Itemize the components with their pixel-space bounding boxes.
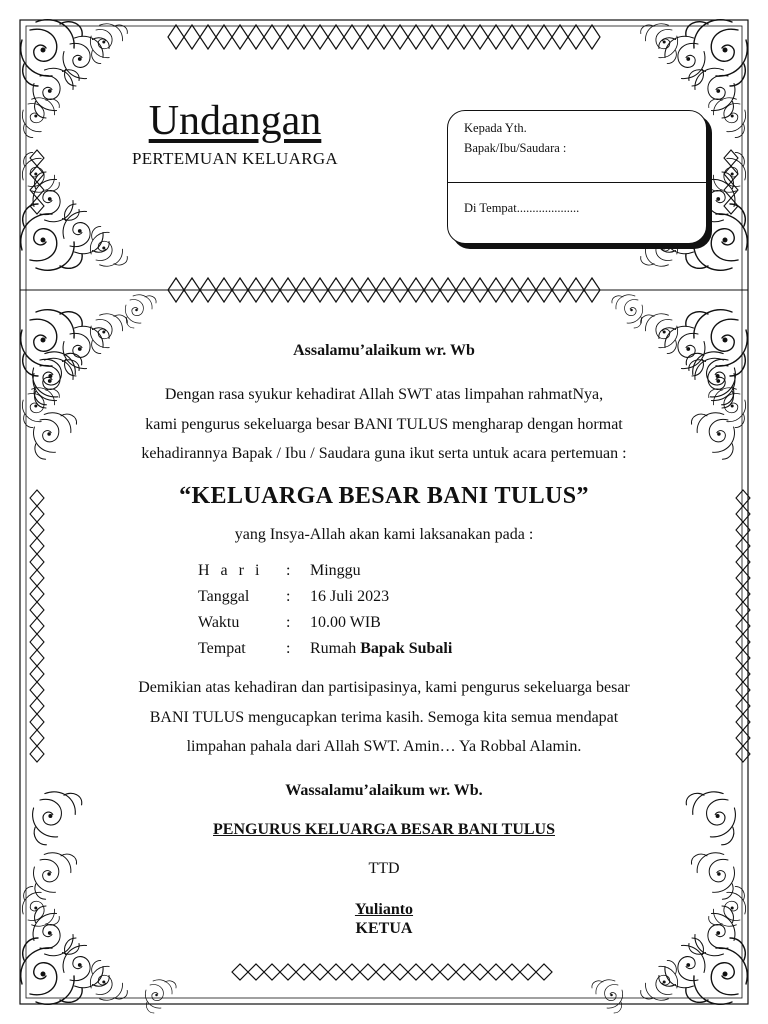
opening-paragraph bbox=[96, 380, 672, 469]
farewell: Wassalamu’alaikum wr. Wb. bbox=[285, 782, 483, 799]
detail-value: Minggu bbox=[310, 562, 361, 579]
addressee-place: Di Tempat.................... bbox=[464, 201, 580, 215]
greeting: Assalamu’alaikum wr. Wb bbox=[293, 342, 475, 359]
closing-paragraph bbox=[96, 673, 672, 762]
invitation-subtitle: PERTEMUAN KELUARGA bbox=[131, 149, 338, 168]
detail-label: Tanggal bbox=[198, 588, 250, 605]
event-details bbox=[198, 558, 452, 662]
detail-row-date bbox=[198, 584, 452, 610]
detail-value: 10.00 WIB bbox=[310, 614, 381, 631]
detail-row-place bbox=[198, 636, 452, 662]
detail-label: H a r i bbox=[198, 562, 263, 579]
signature-mark: TTD bbox=[368, 860, 400, 877]
organization-name: PENGURUS KELUARGA BESAR BANI TULUS bbox=[213, 821, 555, 838]
detail-label: Waktu bbox=[198, 614, 240, 631]
invitation-title: Undangan bbox=[148, 98, 322, 144]
signer-name: Yulianto bbox=[354, 901, 414, 918]
detail-row-day bbox=[198, 558, 452, 584]
addressee-divider bbox=[448, 182, 706, 183]
closing-line: BANI TULUS mengucapkan terima kasih. Semoga kita semua mendapat bbox=[149, 708, 619, 726]
event-intro: yang Insya-Allah akan kami laksanakan pada : bbox=[234, 526, 534, 543]
addressee-salutation: Kepada Yth. bbox=[464, 121, 527, 135]
signer-role: KETUA bbox=[355, 920, 413, 937]
opening-line: Dengan rasa syukur kehadirat Allah SWT atas limpahan rahmatNya, bbox=[164, 386, 604, 403]
closing-line: Demikian atas kehadiran dan partisipasinya, kami pengurus sekeluarga besar bbox=[138, 679, 630, 696]
event-name: “KELUARGA BESAR BANI TULUS” bbox=[179, 483, 589, 509]
detail-value-emphasis: Bapak Subali bbox=[360, 640, 453, 657]
detail-separator: : bbox=[286, 588, 291, 605]
detail-separator: : bbox=[286, 562, 291, 579]
detail-separator: : bbox=[286, 640, 291, 657]
detail-label: Tempat bbox=[198, 640, 246, 657]
closing-line: limpahan pahala dari Allah SWT. Amin… Ya Robbal Alamin. bbox=[186, 738, 582, 755]
detail-value: 16 Juli 2023 bbox=[310, 588, 390, 605]
detail-value: Rumah bbox=[310, 640, 361, 657]
detail-separator: : bbox=[286, 614, 291, 631]
addressee-box bbox=[447, 110, 707, 244]
addressee-label: Bapak/Ibu/Saudara : bbox=[464, 141, 567, 155]
opening-line: kami pengurus sekeluarga besar BANI TULUS mengharap dengan hormat bbox=[145, 415, 623, 433]
opening-line: kehadirannya Bapak / Ibu / Saudara guna ikut serta untuk acara pertemuan : bbox=[141, 445, 627, 462]
detail-row-time bbox=[198, 610, 452, 636]
